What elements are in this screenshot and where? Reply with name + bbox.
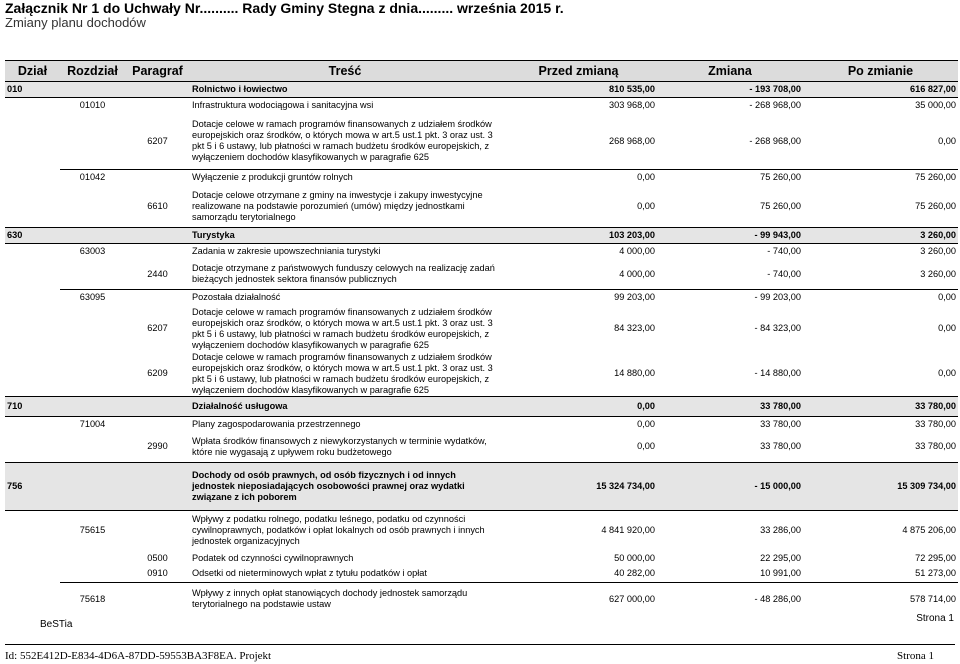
cell-zmiana: 75 260,00 [760,200,801,211]
cell-zmiana: - 99 203,00 [657,290,803,306]
cell-rozdzial: 71004 [60,416,125,432]
cell-przed-zmiana: 103 203,00 [500,228,657,244]
budget-table-body [5,82,958,617]
cell-zmiana: - 740,00 [657,244,803,260]
col-tresc: Treść [190,61,500,82]
cell-tresc: Plany zagospodarowania przestrzennego [190,416,500,432]
cell-tresc: Odsetki od nieterminowych wpłat z tytułu podatków i opłat [192,568,427,579]
cell-paragraf: 6207 [147,135,168,146]
cell-rozdzial [60,396,125,416]
table-row-dzial [5,82,958,98]
cell-po-zmianie: 0,00 [938,368,956,378]
budget-table [5,60,958,616]
cell-zmiana: - 48 286,00 [657,582,803,616]
document-subtitle: Zmiany planu dochodów [5,15,146,30]
cell-paragraf: 2440 [147,268,168,279]
cell-po-zmianie: 51 273,00 [915,568,956,579]
table-row-paragraf [5,260,958,290]
table-row-rozdzial [5,244,958,260]
cell-dzial [5,416,60,432]
cell-tresc: Wyłączenie z produkcji gruntów rolnych [190,170,500,186]
cell-tresc: Dotacje celowe w ramach programów finansowanych z udziałem środków europejskich oraz środków, o których mowa w art.5 ust.1 pkt. 3 oraz ust. 3 pkt 5 i 6 ustawy, lub płatności w ramach budżetu środków europejskich, z wyłączeniem dochodów klasyfikowanych w paragrafie 625 [192,351,493,395]
cell-zmiana: - 193 708,00 [657,82,803,98]
table-row-rozdzial [5,416,958,432]
table-row-paragraf [5,186,958,228]
cell-po-zmianie: 3 260,00 [920,268,956,279]
cell-paragraf: 6207 [147,323,168,333]
cell-zmiana: - 99 943,00 [657,228,803,244]
cell-po-zmianie: 33 780,00 [803,396,958,416]
cell-paragraf [125,582,190,616]
cell-tresc: Wpływy z podatku rolnego, podatku leśnego, podatku od czynności cywilnoprawnych, podatków i opłat lokalnych od osób prawnych i innych jednostek organizacyjnych [190,510,500,550]
cell-dzial [5,170,60,186]
footer-divider [5,644,955,645]
cell-dzial: 010 [5,82,60,98]
cell-dzial [5,550,60,566]
cell-rozdzial [60,566,125,582]
cell-przed-zmiana: 15 324 734,00 [500,462,657,510]
cell-paragraf [125,462,190,510]
cell-przed-zmiana: 84 323,00 [614,323,655,333]
cell-przed-zmiana: 268 968,00 [609,135,655,146]
table-row-rozdzial [5,290,958,306]
cell-tresc: Zadania w zakresie upowszechniania turystyki [190,244,500,260]
cell-paragraf: 6209 [147,368,168,378]
cell-przed-zmiana: 14 880,00 [614,368,655,378]
cell-tresc: Dotacje otrzymane z państwowych funduszy celowych na realizację zadań bieżących jednostek sektora finansów publicznych [192,263,495,285]
cell-rozdzial [60,186,125,228]
cell-rozdzial [60,462,125,510]
cell-rozdzial: 63095 [60,290,125,306]
cell-po-zmianie: 3 260,00 [803,228,958,244]
cell-dzial [5,566,60,582]
cell-tresc: Dotacje celowe otrzymane z gminy na inwestycje i zakupy inwestycyjne realizowane na podstawie porozumień (umów) między jednostkami samorządu terytorialnego [192,189,483,222]
cell-dzial [5,352,60,397]
cell-dzial [5,244,60,260]
cell-po-zmianie: 0,00 [938,323,956,333]
cell-zmiana: 10 991,00 [760,568,801,579]
header-row [5,61,958,82]
table-row-dzial [5,228,958,244]
table-row-rozdzial [5,510,958,550]
document-title: Załącznik Nr 1 do Uchwały Nr.......... Rady Gminy Stegna z dnia......... września 2015 r. [5,0,564,16]
cell-rozdzial [60,114,125,170]
cell-dzial [5,510,60,550]
cell-dzial [5,582,60,616]
cell-zmiana: 33 780,00 [657,416,803,432]
cell-paragraf [125,416,190,432]
cell-paragraf: 0500 [147,552,168,563]
cell-przed-zmiana: 0,00 [500,170,657,186]
cell-tresc: Wpływy z innych opłat stanowiących dochody jednostek samorządu terytorialnego na podstawie ustaw [190,582,500,616]
cell-zmiana: - 740,00 [767,268,801,279]
cell-paragraf [125,98,190,114]
cell-po-zmianie: 0,00 [803,290,958,306]
cell-tresc: Dotacje celowe w ramach programów finansowanych z udziałem środków europejskich oraz środków, o których mowa w art.5 ust.1 pkt. 3 oraz ust. 3 pkt 5 i 6 ustawy, lub płatności w ramach budżetu środków europejskich, z wyłączeniem dochodów klasyfikowanych w paragrafie 625 [192,306,493,350]
cell-tresc: Infrastruktura wodociągowa i sanitacyjna wsi [190,98,500,114]
cell-paragraf [125,290,190,306]
cell-paragraf [125,396,190,416]
cell-zmiana: - 14 880,00 [754,368,801,378]
cell-tresc: Turystyka [190,228,500,244]
col-zmiana: Zmiana [657,61,803,82]
cell-tresc: Dochody od osób prawnych, od osób fizycznych i od innych jednostek nieposiadających osobowości prawnej oraz wydatki związane z ich poborem [190,462,500,510]
table-row-paragraf [5,432,958,462]
cell-zmiana: - 15 000,00 [657,462,803,510]
cell-przed-zmiana: 303 968,00 [500,98,657,114]
cell-rozdzial: 01010 [60,98,125,114]
cell-przed-zmiana: 4 000,00 [500,244,657,260]
cell-po-zmianie: 33 780,00 [803,416,958,432]
cell-zmiana: 33 780,00 [657,396,803,416]
footer-page-number: Strona 1 [916,613,954,624]
cell-przed-zmiana: 40 282,00 [614,568,655,579]
cell-dzial [5,186,60,228]
cell-tresc: Dotacje celowe w ramach programów finansowanych z udziałem środków europejskich oraz środków, o których mowa w art.5 ust.1 pkt. 3 oraz ust. 3 pkt 5 i 6 ustawy, lub płatności w ramach budżetu środków europejskich, z wyłączeniem dochodów klasyfikowanych w paragrafie 625 [192,119,493,163]
col-rozdzial: Rozdział [60,61,125,82]
cell-dzial [5,98,60,114]
cell-paragraf [125,82,190,98]
cell-po-zmianie: 0,00 [938,135,956,146]
table-row-rozdzial [5,170,958,186]
table-row-rozdzial [5,582,958,616]
table-row-paragraf [5,352,958,397]
cell-dzial [5,306,60,352]
cell-po-zmianie: 72 295,00 [915,552,956,563]
cell-po-zmianie: 4 875 206,00 [803,510,958,550]
cell-przed-zmiana: 0,00 [500,396,657,416]
cell-tresc: Rolnictwo i łowiectwo [190,82,500,98]
cell-dzial [5,114,60,170]
cell-po-zmianie: 75 260,00 [803,170,958,186]
table-row-dzial [5,462,958,510]
col-po-zmianie: Po zmianie [803,61,958,82]
cell-paragraf [125,228,190,244]
cell-przed-zmiana: 627 000,00 [500,582,657,616]
table-row-dzial [5,396,958,416]
cell-paragraf [125,244,190,260]
cell-zmiana: 33 780,00 [760,441,801,452]
cell-tresc: Pozostała działalność [190,290,500,306]
cell-dzial [5,260,60,290]
cell-przed-zmiana: 99 203,00 [500,290,657,306]
cell-po-zmianie: 578 714,00 [803,582,958,616]
cell-rozdzial [60,352,125,397]
cell-tresc: Wpłata środków finansowych z niewykorzystanych w terminie wydatków, które nie wygasają z upływem roku budżetowego [192,435,487,457]
cell-rozdzial [60,82,125,98]
cell-paragraf: 2990 [147,441,168,452]
cell-rozdzial: 75615 [60,510,125,550]
col-paragraf: Paragraf [125,61,190,82]
cell-zmiana: 22 295,00 [760,552,801,563]
table-row-paragraf [5,550,958,566]
cell-rozdzial [60,306,125,352]
cell-przed-zmiana: 810 535,00 [500,82,657,98]
cell-rozdzial: 01042 [60,170,125,186]
cell-tresc: Podatek od czynności cywilnoprawnych [192,552,354,563]
cell-po-zmianie: 33 780,00 [915,441,956,452]
cell-rozdzial: 63003 [60,244,125,260]
cell-po-zmianie: 616 827,00 [803,82,958,98]
cell-zmiana: - 268 968,00 [749,135,801,146]
table-row-paragraf [5,306,958,352]
cell-dzial: 630 [5,228,60,244]
cell-dzial [5,290,60,306]
cell-po-zmianie: 3 260,00 [803,244,958,260]
cell-paragraf: 0910 [147,568,168,579]
cell-przed-zmiana: 4 000,00 [619,268,655,279]
cell-zmiana: 33 286,00 [657,510,803,550]
cell-paragraf: 6610 [147,200,168,211]
cell-po-zmianie: 15 309 734,00 [803,462,958,510]
cell-przed-zmiana: 50 000,00 [614,552,655,563]
cell-przed-zmiana: 0,00 [637,441,655,452]
cell-tresc: Działalność usługowa [190,396,500,416]
cell-zmiana: - 84 323,00 [754,323,801,333]
cell-po-zmianie: 75 260,00 [915,200,956,211]
table-row-paragraf [5,114,958,170]
cell-rozdzial: 75618 [60,582,125,616]
cell-przed-zmiana: 0,00 [500,416,657,432]
cell-rozdzial [60,260,125,290]
cell-przed-zmiana: 4 841 920,00 [500,510,657,550]
cell-rozdzial [60,432,125,462]
cell-rozdzial [60,228,125,244]
cell-dzial: 756 [5,462,60,510]
cell-paragraf [125,510,190,550]
cell-zmiana: 75 260,00 [657,170,803,186]
cell-zmiana: - 268 968,00 [657,98,803,114]
footer-page-label: Strona 1 [897,650,934,662]
table-row-rozdzial [5,98,958,114]
cell-dzial [5,432,60,462]
footer-software-label: BeSTia [40,619,73,630]
table-row-paragraf [5,566,958,582]
cell-przed-zmiana: 0,00 [637,200,655,211]
footer-document-id: Id: 552E412D-E834-4D6A-87DD-59553BA3F8EA. Projekt [5,650,272,662]
cell-paragraf [125,170,190,186]
col-przed-zmiana: Przed zmianą [500,61,657,82]
cell-dzial: 710 [5,396,60,416]
col-dzial: Dział [5,61,60,82]
cell-rozdzial [60,550,125,566]
cell-po-zmianie: 35 000,00 [803,98,958,114]
